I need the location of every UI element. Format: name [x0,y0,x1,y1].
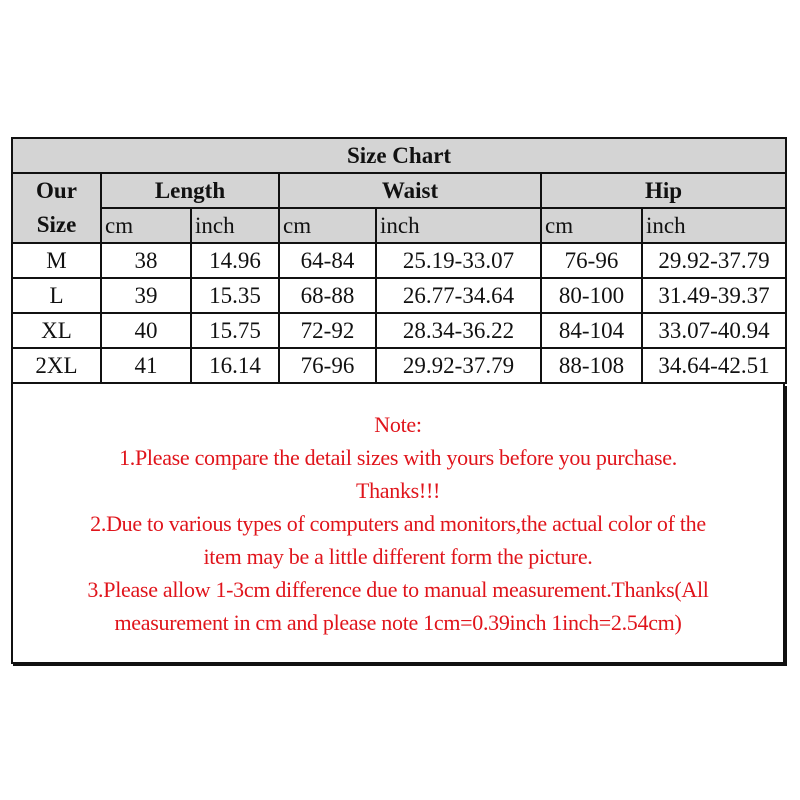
hip-cm-cell: 84-104 [541,313,642,348]
hip-cm-header: cm [541,208,642,243]
hip-inch-cell: 34.64-42.51 [642,348,786,383]
length-inch-cell: 14.96 [191,243,279,278]
waist-cm-cell: 76-96 [279,348,376,383]
note-line: Thanks!!! [355,478,441,503]
size-chart [11,137,785,664]
waist-inch-cell: 26.77-34.64 [376,278,541,313]
our-size-header [12,173,101,243]
note-line: 2.Due to various types of computers and monitors,the actual color of the [90,511,706,536]
length-inch-cell: 15.75 [191,313,279,348]
hip-inch-header: inch [642,208,786,243]
note-heading: Note: [374,412,422,437]
length-inch-header: inch [191,208,279,243]
our-size-label-2: Size [36,212,77,237]
size-cell: M [12,243,101,278]
size-cell: XL [12,313,101,348]
hip-cm-cell: 76-96 [541,243,642,278]
length-header: Length [101,173,279,208]
waist-cm-cell: 72-92 [279,313,376,348]
note-line: measurement in cm and please note 1cm=0.39inch 1inch=2.54cm) [114,610,682,635]
table-row [12,243,786,278]
hip-inch-cell: 29.92-37.79 [642,243,786,278]
our-size-label-1: Our [36,178,77,203]
length-cm-header: cm [101,208,191,243]
waist-inch-cell: 28.34-36.22 [376,313,541,348]
hip-header: Hip [541,173,786,208]
waist-cm-cell: 64-84 [279,243,376,278]
table-row [12,313,786,348]
waist-inch-cell: 29.92-37.79 [376,348,541,383]
hip-inch-cell: 33.07-40.94 [642,313,786,348]
size-cell: L [12,278,101,313]
waist-inch-header: inch [376,208,541,243]
waist-header: Waist [279,173,541,208]
hip-cm-cell: 80-100 [541,278,642,313]
table-row [12,278,786,313]
waist-cm-cell: 68-88 [279,278,376,313]
length-cm-cell: 40 [101,313,191,348]
size-cell: 2XL [12,348,101,383]
length-inch-cell: 15.35 [191,278,279,313]
hip-cm-cell: 88-108 [541,348,642,383]
length-cm-cell: 39 [101,278,191,313]
note-line: 3.Please allow 1-3cm difference due to manual measurement.Thanks(All [87,577,709,602]
note-line: 1.Please compare the detail sizes with yours before you purchase. [119,445,677,470]
length-inch-cell: 16.14 [191,348,279,383]
hip-inch-cell: 31.49-39.37 [642,278,786,313]
length-cm-cell: 38 [101,243,191,278]
table-row [12,348,786,383]
note-line: item may be a little different form the picture. [203,544,593,569]
size-chart-table [11,137,787,384]
waist-cm-header: cm [279,208,376,243]
waist-inch-cell: 25.19-33.07 [376,243,541,278]
note-box [11,384,785,664]
chart-title: Size Chart [12,138,786,173]
length-cm-cell: 41 [101,348,191,383]
